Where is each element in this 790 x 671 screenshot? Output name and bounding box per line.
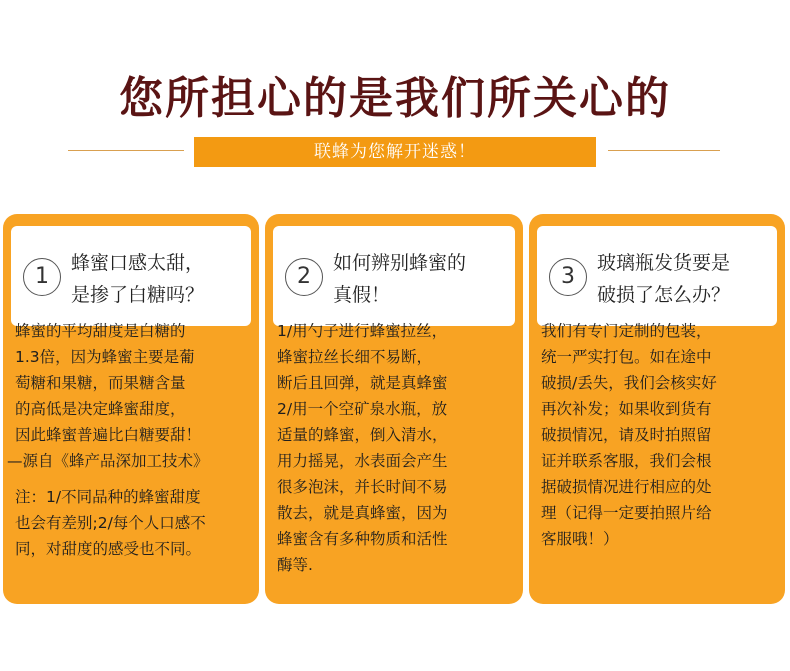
answer-line: 再次补发；如果收到货有 [541, 400, 712, 418]
answer-line: 的高低是决定蜂蜜甜度， [15, 400, 186, 418]
answer-line: 很多泡沫，并长时间不易 [277, 478, 448, 496]
answer-line: 酶等. [277, 556, 313, 574]
card-header [537, 226, 777, 326]
note-line: 同，对甜度的感受也不同。 [15, 540, 202, 558]
question-line: 破损了怎么办？ [597, 284, 731, 306]
answer-line: 用力摇晃，水表面会产生 [277, 452, 448, 470]
answer-line: 统一严实打包。如在途中 [541, 348, 712, 366]
answer-text [7, 318, 253, 562]
answer-line: 2/用一个空矿泉水瓶，放 [277, 400, 448, 418]
answer-line: 因此蜂蜜普遍比白糖要甜！ [15, 426, 202, 444]
divider-right [608, 150, 720, 151]
faq-card-sweetness [3, 214, 259, 604]
card-header [273, 226, 515, 326]
answer-line: 萄糖和果糖，而果糖含量 [15, 374, 186, 392]
number-badge: 2 [285, 258, 323, 296]
page-title: 您所担心的是我们所关心的 [119, 73, 671, 124]
number-badge: 1 [23, 258, 61, 296]
answer-line: 蜂蜜拉丝长细不易断， [277, 348, 433, 366]
question-line: 如何辨别蜂蜜的 [333, 252, 467, 274]
answer-line: 蜂蜜含有多种物质和活性 [277, 530, 448, 548]
answer-line: 理（记得一定要拍照片给 [541, 504, 712, 522]
answer-line: 证并联系客服，我们会根 [541, 452, 712, 470]
source-citation: —源自《蜂产品深加工技术》 [7, 452, 209, 470]
divider-left [68, 150, 184, 151]
question-line: 蜂蜜口感太甜， [71, 252, 205, 274]
answer-line: 1/用勺子进行蜂蜜拉丝， [277, 322, 448, 340]
answer-line: 蜂蜜的平均甜度是白糖的 [15, 322, 186, 340]
note-line: 也会有差别;2/每个人口感不 [15, 514, 206, 532]
answer-line: 我们有专门定制的包装， [541, 322, 712, 340]
faq-card-shipping-damage [529, 214, 785, 604]
answer-line: 破损情况，请及时拍照留 [541, 426, 712, 444]
subtitle-ribbon: 联蜂为您解开迷惑！ [194, 137, 596, 167]
question-line: 玻璃瓶发货要是 [597, 252, 731, 274]
answer-text [277, 318, 517, 578]
answer-line: 客服哦！） [541, 530, 619, 548]
answer-text [541, 318, 779, 552]
answer-line: 1.3倍，因为蜂蜜主要是葡 [15, 348, 195, 366]
answer-line: 散去，就是真蜂蜜，因为 [277, 504, 448, 522]
answer-line: 适量的蜂蜜，倒入清水， [277, 426, 448, 444]
note-line: 注：1/不同品种的蜂蜜甜度 [15, 488, 201, 506]
question-line: 真假！ [333, 284, 391, 306]
number-badge: 3 [549, 258, 587, 296]
faq-card-authenticity [265, 214, 523, 604]
question-line: 是掺了白糖吗？ [71, 284, 205, 306]
answer-line: 破损/丢失，我们会核实好 [541, 374, 717, 392]
card-header [11, 226, 251, 326]
answer-line: 断后且回弹，就是真蜂蜜 [277, 374, 448, 392]
answer-line: 据破损情况进行相应的处 [541, 478, 712, 496]
